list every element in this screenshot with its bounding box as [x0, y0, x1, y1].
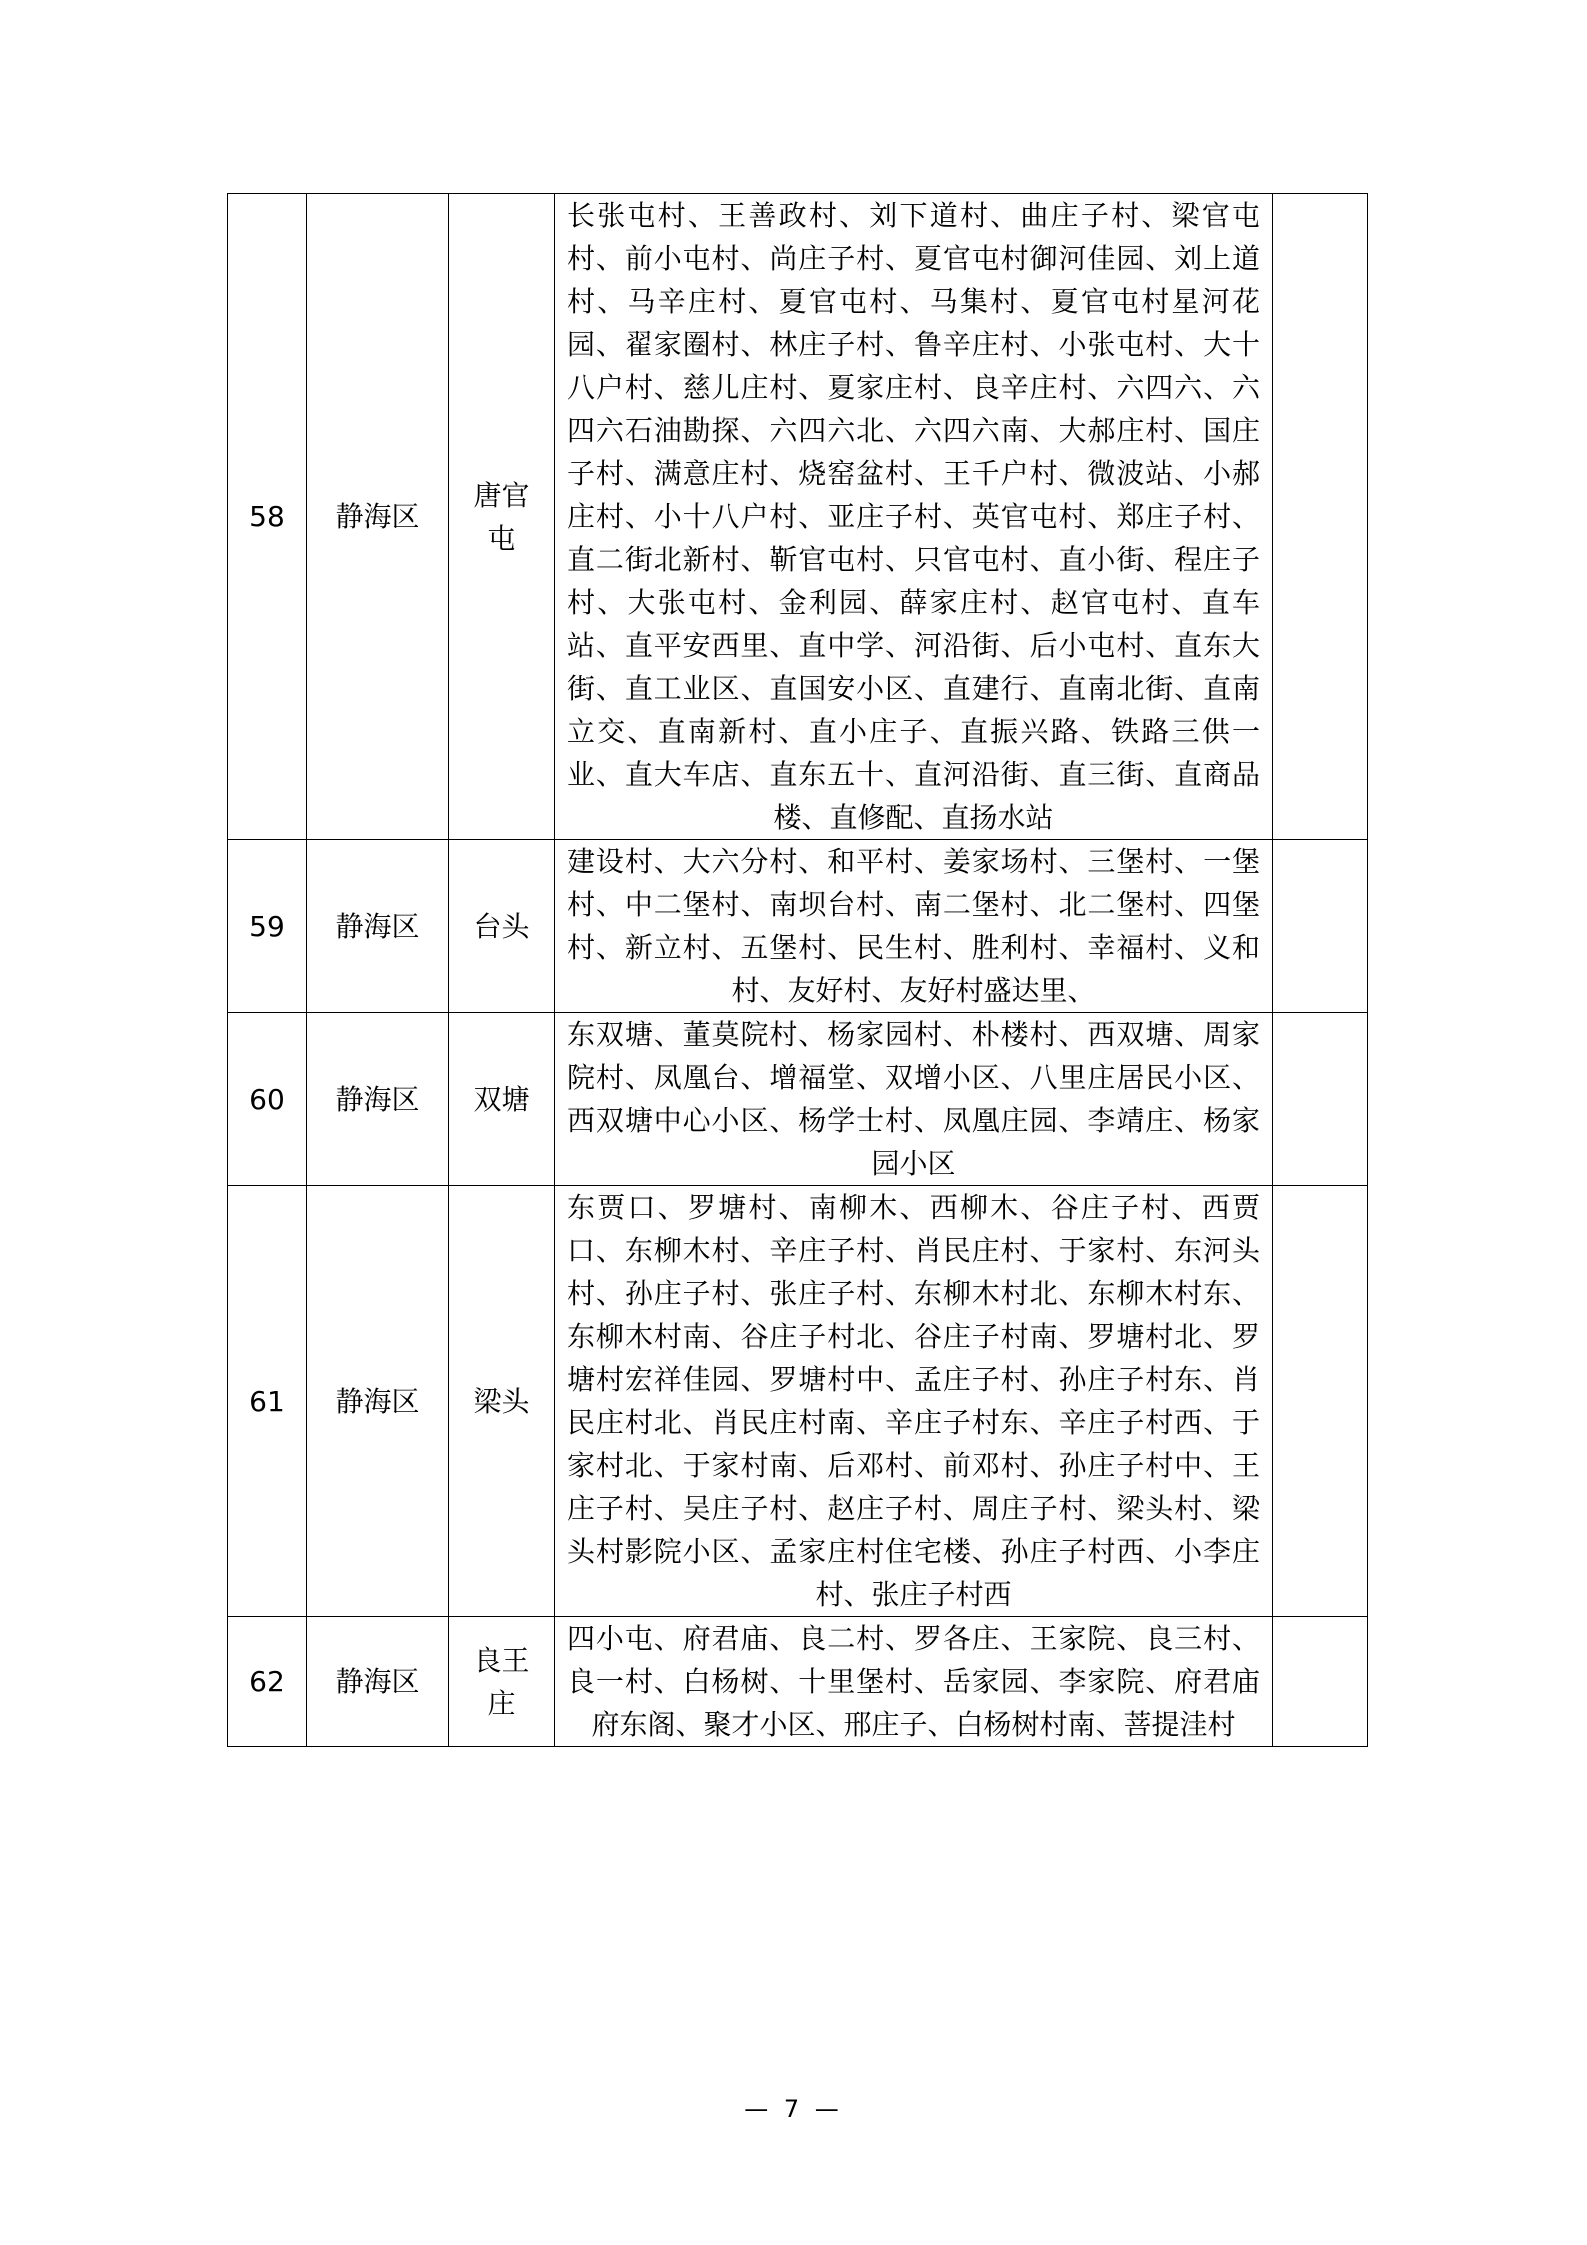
note-cell	[1273, 1013, 1368, 1186]
page-number: — 7 —	[744, 2095, 843, 2123]
district-cell: 静海区	[307, 1617, 449, 1747]
area-table	[227, 193, 1368, 1747]
area-list-cell: 四小屯、府君庙、良二村、罗各庄、王家院、良三村、良一村、白杨树、十里堡村、岳家园、李家院、府君庙府东阁、聚才小区、邢庄子、白杨树村南、菩提洼村	[555, 1617, 1273, 1747]
district-cell: 静海区	[307, 1013, 449, 1186]
district-cell: 静海区	[307, 1186, 449, 1617]
note-cell	[1273, 840, 1368, 1013]
district-cell: 静海区	[307, 840, 449, 1013]
town-cell: 梁头	[449, 1186, 555, 1617]
town-cell: 双塘	[449, 1013, 555, 1186]
district-cell: 静海区	[307, 194, 449, 840]
town-cell: 台头	[449, 840, 555, 1013]
table-row	[228, 1617, 1368, 1747]
area-list-cell: 建设村、大六分村、和平村、姜家场村、三堡村、一堡村、中二堡村、南坝台村、南二堡村、北二堡村、四堡村、新立村、五堡村、民生村、胜利村、幸福村、义和村、友好村、友好村盛达里、	[555, 840, 1273, 1013]
town-cell: 唐官屯	[449, 194, 555, 840]
note-cell	[1273, 1186, 1368, 1617]
town-cell: 良王庄	[449, 1617, 555, 1747]
area-list-cell: 东贾口、罗塘村、南柳木、西柳木、谷庄子村、西贾口、东柳木村、辛庄子村、肖民庄村、于家村、东河头村、孙庄子村、张庄子村、东柳木村北、东柳木村东、东柳木村南、谷庄子村北、谷庄子村南、罗塘村北、罗塘村宏祥佳园、罗塘村中、孟庄子村、孙庄子村东、肖民庄村北、肖民庄村南、辛庄子村东、辛庄子村西、于家村北、于家村南、后邓村、前邓村、孙庄子村中、王庄子村、吴庄子村、赵庄子村、周庄子村、梁头村、梁头村影院小区、孟家庄村住宅楼、孙庄子村西、小李庄村、张庄子村西	[555, 1186, 1273, 1617]
row-number: 59	[228, 840, 307, 1013]
table-row	[228, 1013, 1368, 1186]
note-cell	[1273, 1617, 1368, 1747]
area-list-cell: 长张屯村、王善政村、刘下道村、曲庄子村、梁官屯村、前小屯村、尚庄子村、夏官屯村御河佳园、刘上道村、马辛庄村、夏官屯村、马集村、夏官屯村星河花园、翟家圈村、林庄子村、鲁辛庄村、小张屯村、大十八户村、慈儿庄村、夏家庄村、良辛庄村、六四六、六四六石油勘探、六四六北、六四六南、大郝庄村、国庄子村、满意庄村、烧窑盆村、王千户村、微波站、小郝庄村、小十八户村、亚庄子村、英官屯村、郑庄子村、直二街北新村、靳官屯村、只官屯村、直小街、程庄子村、大张屯村、金利园、薛家庄村、赵官屯村、直车站、直平安西里、直中学、河沿街、后小屯村、直东大街、直工业区、直国安小区、直建行、直南北街、直南立交、直南新村、直小庄子、直振兴路、铁路三供一业、直大车店、直东五十、直河沿街、直三街、直商品楼、直修配、直扬水站	[555, 194, 1273, 840]
table-row	[228, 1186, 1368, 1617]
row-number: 62	[228, 1617, 307, 1747]
table-row	[228, 194, 1368, 840]
row-number: 58	[228, 194, 307, 840]
area-list-cell: 东双塘、董莫院村、杨家园村、朴楼村、西双塘、周家院村、凤凰台、增福堂、双增小区、八里庄居民小区、西双塘中心小区、杨学士村、凤凰庄园、李靖庄、杨家园小区	[555, 1013, 1273, 1186]
note-cell	[1273, 194, 1368, 840]
row-number: 60	[228, 1013, 307, 1186]
table-row	[228, 840, 1368, 1013]
row-number: 61	[228, 1186, 307, 1617]
